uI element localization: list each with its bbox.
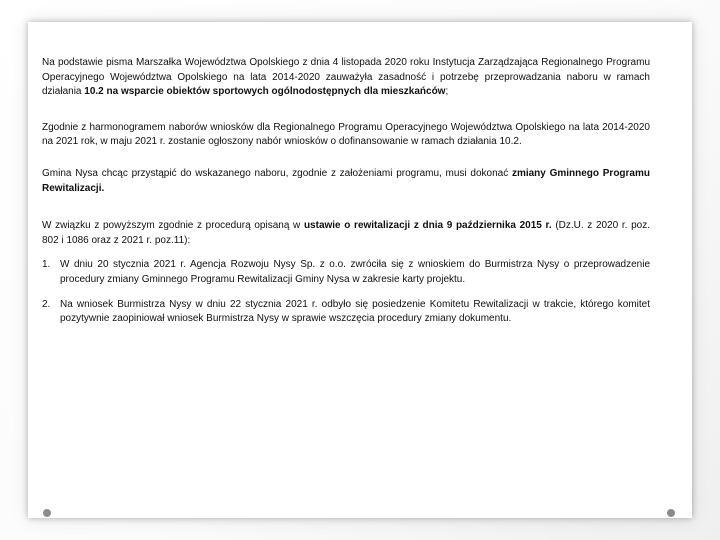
list-item xyxy=(42,258,650,287)
list-item xyxy=(42,298,650,327)
paragraph-3-text: Gmina Nysa chcąc przystąpić do wskazanego naboru, zgodnie z założeniami programu, musi dokonać xyxy=(42,167,512,179)
paragraph-1 xyxy=(42,56,650,100)
bullet-dot-left-icon xyxy=(43,509,51,517)
paragraph-4-bold: ustawie o rewitalizacji z dnia 9 października 2015 r. xyxy=(303,220,552,232)
paragraph-2: Zgodnie z harmonogramem naborów wniosków dla Regionalnego Programu Operacyjnego Województwa Opolskiego na lata 2014-2020 na 2021 rok, w maju 2021 r. zostanie ogłoszony nabór wniosków o dofinansowanie w ramach działania 10.2. xyxy=(42,121,650,148)
paragraph-4 xyxy=(42,219,650,248)
bullet-dot-right-icon xyxy=(667,509,675,517)
paragraph-4-end: (Dz.U. z 2020 r. poz. 802 i 1086 oraz z 2021 r. poz.11): xyxy=(42,220,650,246)
paragraph-1-text: Na podstawie pisma Marszałka Województwa Opolskiego z dnia 4 listopada 2020 roku Instytucja Zarządzająca Regionalnego Programu Operacyjnego Województwa Opolskiego na lata 2014-2020 zauważyła zasadność i potrzebę przeprowadzania naboru w ramach działania xyxy=(42,57,650,98)
paragraph-4-text: W związku z powyższym zgodnie z procedurą opisaną w xyxy=(42,220,304,232)
paragraph-3-bold: zmiany Gminnego Programu Rewitalizacji. xyxy=(42,167,650,194)
list-item-text: Na wniosek Burmistrza Nysy w dniu 22 stycznia 2021 r. odbyło się posiedzenie Komitetu Rewitalizacji w trakcie, którego komitet pozytywnie zaopiniował wniosek Burmistrza Nysy w sprawie wszczęcia procedury zmiany dokumentu. xyxy=(60,298,650,325)
paragraph-1-bold: 10.2 na wsparcie obiektów sportowych ogólnodostępnych dla mieszkańców xyxy=(84,86,446,98)
paragraph-1-end: ; xyxy=(445,86,449,98)
list-item-number: 2. xyxy=(42,298,51,310)
paragraph-3 xyxy=(42,167,650,196)
slide-content xyxy=(42,56,650,327)
list-item-text: W dniu 20 stycznia 2021 r. Agencja Rozwoju Nysy Sp. z o.o. zwróciła się z wnioskiem do Burmistrza Nysy o przeprowadzenie procedury zmiany Gminnego Programu Rewitalizacji Gminy Nysa w zakresie karty projektu. xyxy=(60,259,650,285)
list-item-number: 1. xyxy=(42,259,51,271)
numbered-list xyxy=(42,258,650,326)
